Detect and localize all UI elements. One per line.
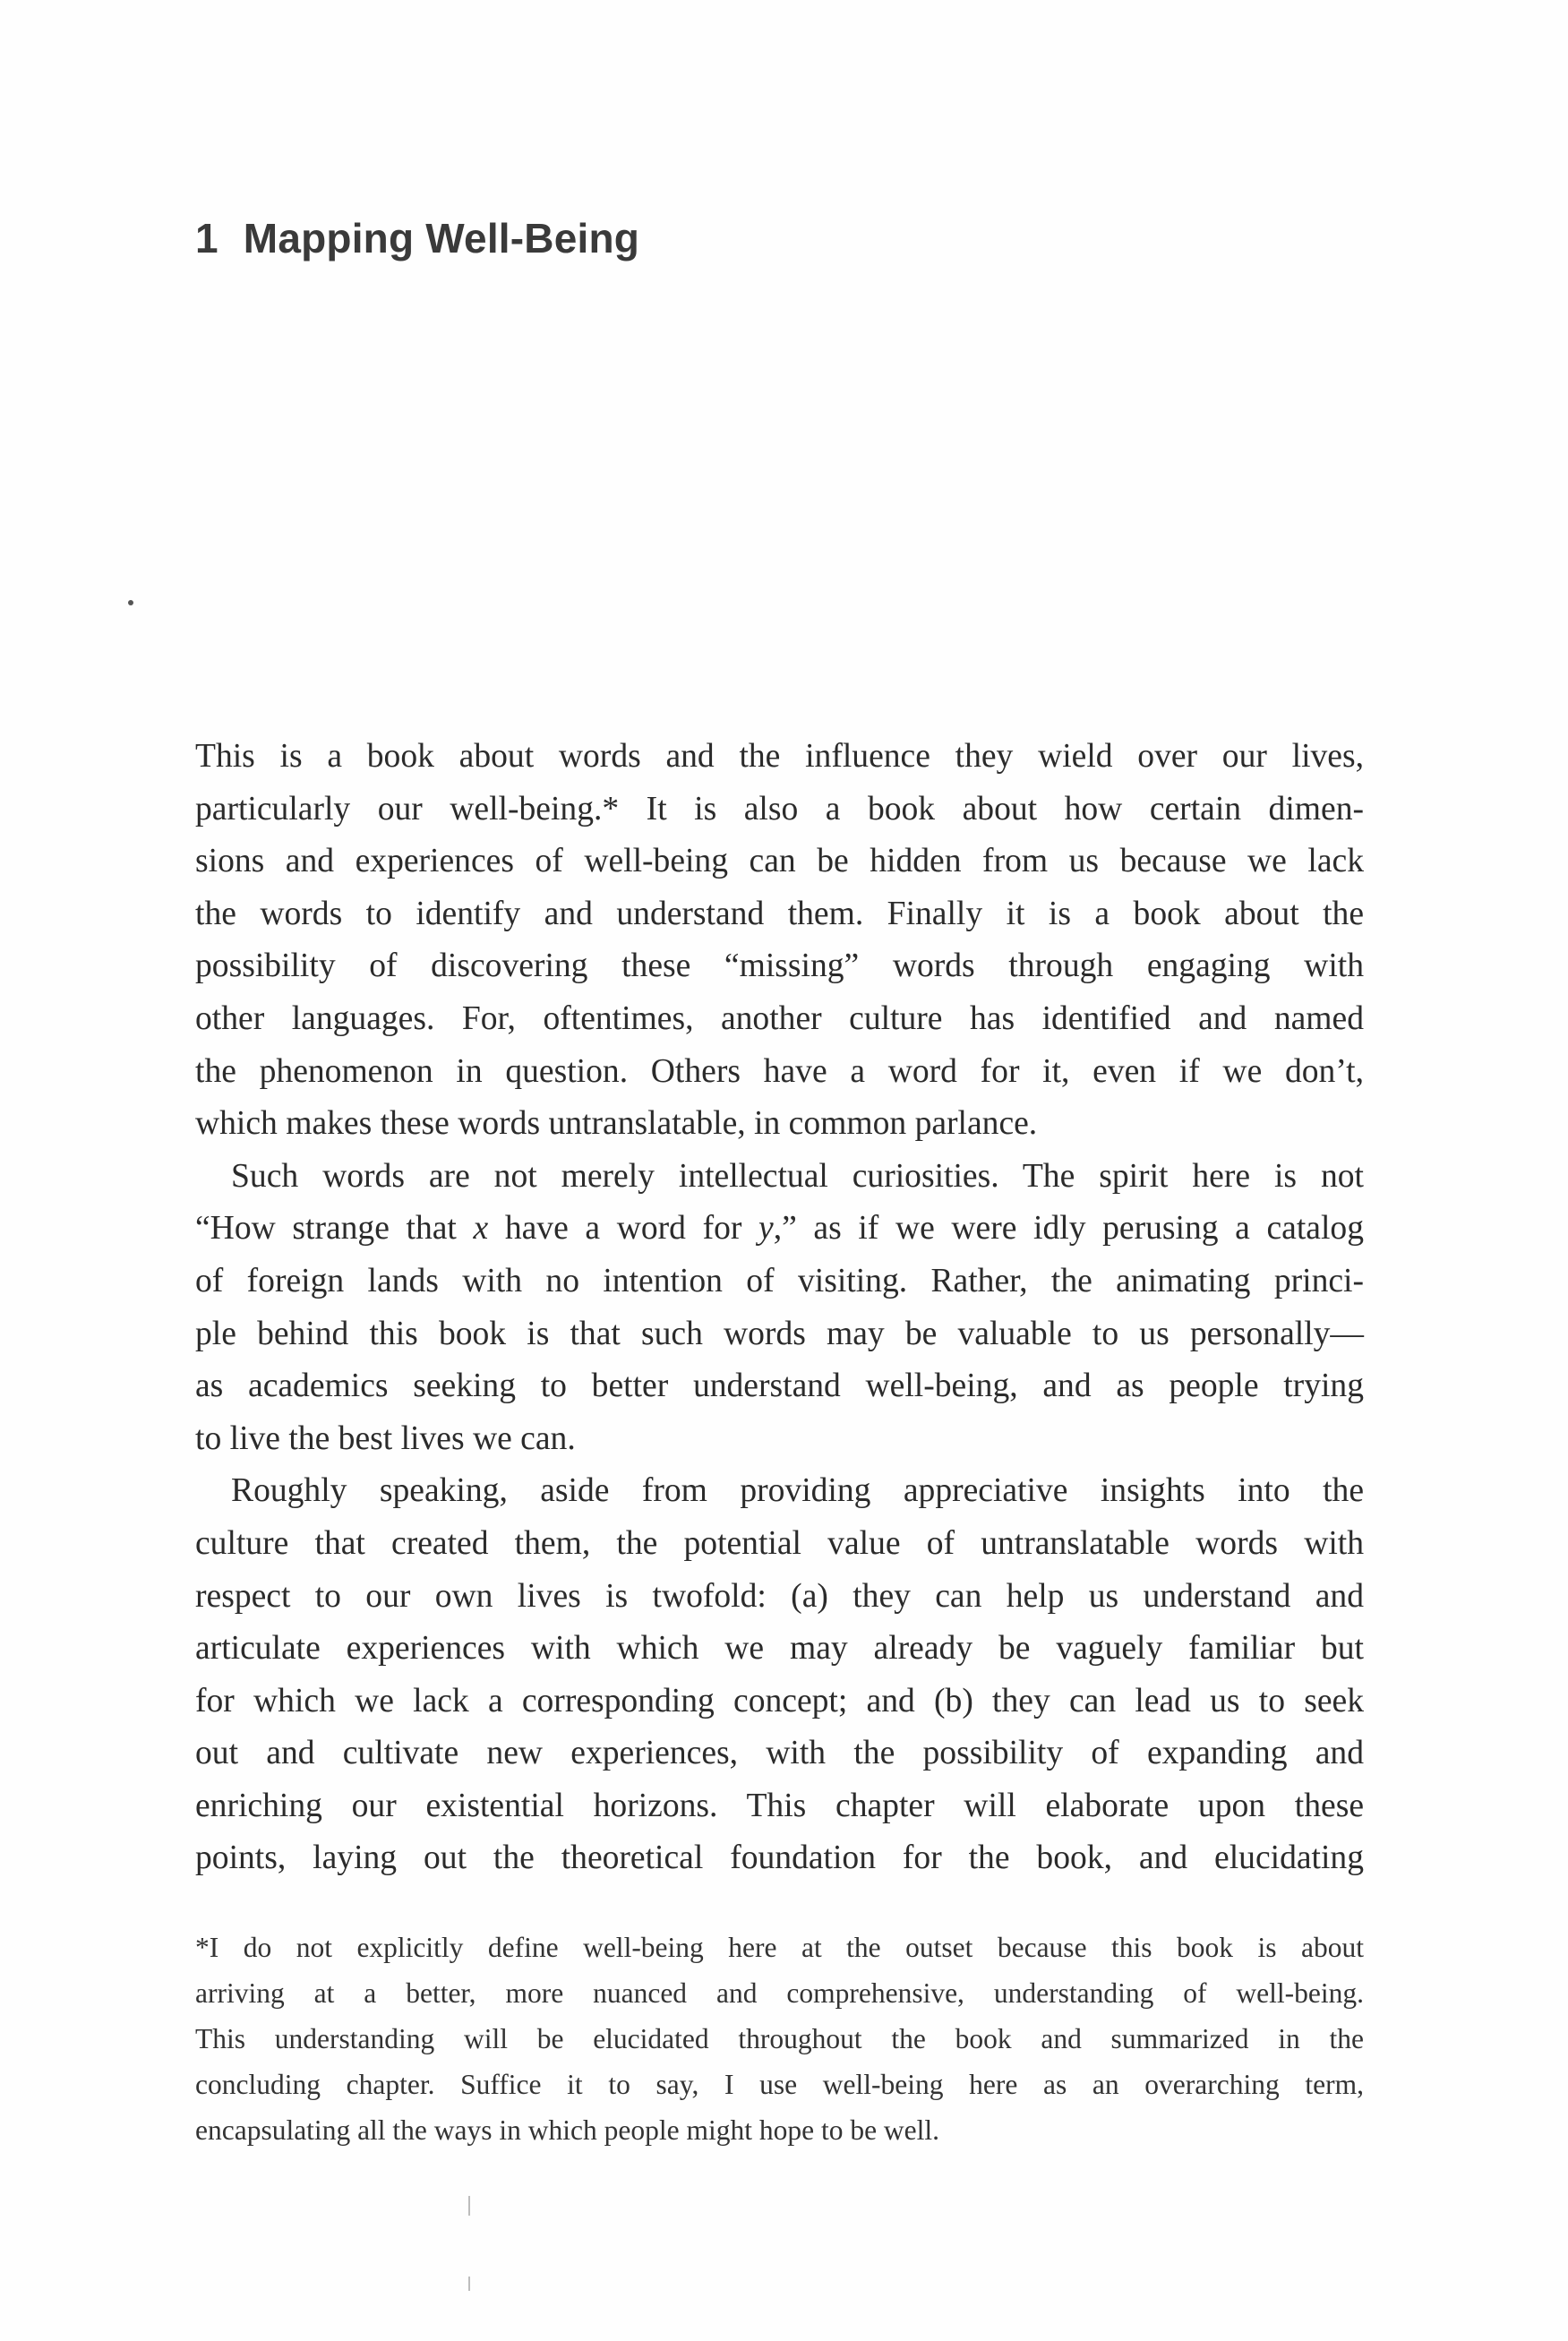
body-text: [195, 731, 1364, 1885]
text-line: culture that created them, the potential value of untranslatable words with: [195, 1524, 1364, 1562]
footnote-line: encapsulating all the ways in which people might hope to be well.: [195, 2114, 940, 2146]
text-line: as academics seeking to better understand well-being, and as people trying: [195, 1368, 1364, 1405]
text-line: ple behind this book is that such words may be valuable to us personally—: [195, 1315, 1364, 1352]
footnote-line: This understanding will be elucidated throughout the book and summarized in the: [195, 2023, 1364, 2054]
paragraph: [195, 1465, 1364, 1885]
paragraph: [195, 731, 1364, 1151]
text-line: respect to our own lives is twofold: (a) they can help us understand and: [195, 1577, 1364, 1615]
chapter-heading: [195, 214, 639, 262]
text-line: possibility of discovering these “missing” words through engaging with: [195, 948, 1364, 985]
text-line: sions and experiences of well-being can be hidden from us because we lack: [195, 843, 1364, 880]
text-line: “How strange that x have a word for y,” as if we were idly perusing a catalog: [195, 1210, 1364, 1248]
text-line: out and cultivate new experiences, with the possibility of expanding and: [195, 1735, 1364, 1772]
text-line: for which we lack a corresponding concept; and (b) they can lead us to seek: [195, 1682, 1364, 1719]
footnote-line: concluding chapter. Suffice it to say, I use well-being here as an overarching term,: [195, 2069, 1364, 2100]
footnote: [195, 1925, 1364, 2153]
text-line: points, laying out the theoretical foundation for the book, and elucidating: [195, 1839, 1364, 1877]
scan-mark: [468, 2196, 470, 2216]
text-line: Roughly speaking, aside from providing appreciative insights into the: [231, 1472, 1364, 1510]
text-line: Such words are not merely intellectual curiosities. The spirit here is not: [231, 1157, 1364, 1195]
text-line: of foreign lands with no intention of visiting. Rather, the animating princi-: [195, 1262, 1364, 1299]
footnote-line: *I do not explicitly define well-being here at the outset because this book is about: [195, 1932, 1364, 1963]
text-line: particularly our well-being.* It is also a book about how certain dimen-: [195, 790, 1364, 827]
chapter-title: Mapping Well-Being: [243, 214, 640, 262]
text-line: the words to identify and understand them. Finally it is a book about the: [195, 895, 1364, 932]
text-line: This is a book about words and the influence they wield over our lives,: [195, 738, 1364, 775]
chapter-number: 1: [195, 214, 218, 262]
text-line: articulate experiences with which we may already be vaguely familiar but: [195, 1630, 1364, 1668]
text-line: to live the best lives we can.: [195, 1419, 576, 1457]
text-line: other languages. For, oftentimes, another culture has identified and named: [195, 999, 1364, 1037]
paragraph: [195, 1151, 1364, 1466]
text-line: the phenomenon in question. Others have a word for it, even if we don’t,: [195, 1052, 1364, 1090]
footnote-line: arriving at a better, more nuanced and comprehensive, understanding of well-being.: [195, 1977, 1364, 2009]
scan-speck: [128, 600, 133, 605]
text-line: which makes these words untranslatable, in common parlance.: [195, 1105, 1038, 1143]
scan-mark: [468, 2277, 470, 2291]
text-line: enriching our existential horizons. This chapter will elaborate upon these: [195, 1787, 1364, 1824]
